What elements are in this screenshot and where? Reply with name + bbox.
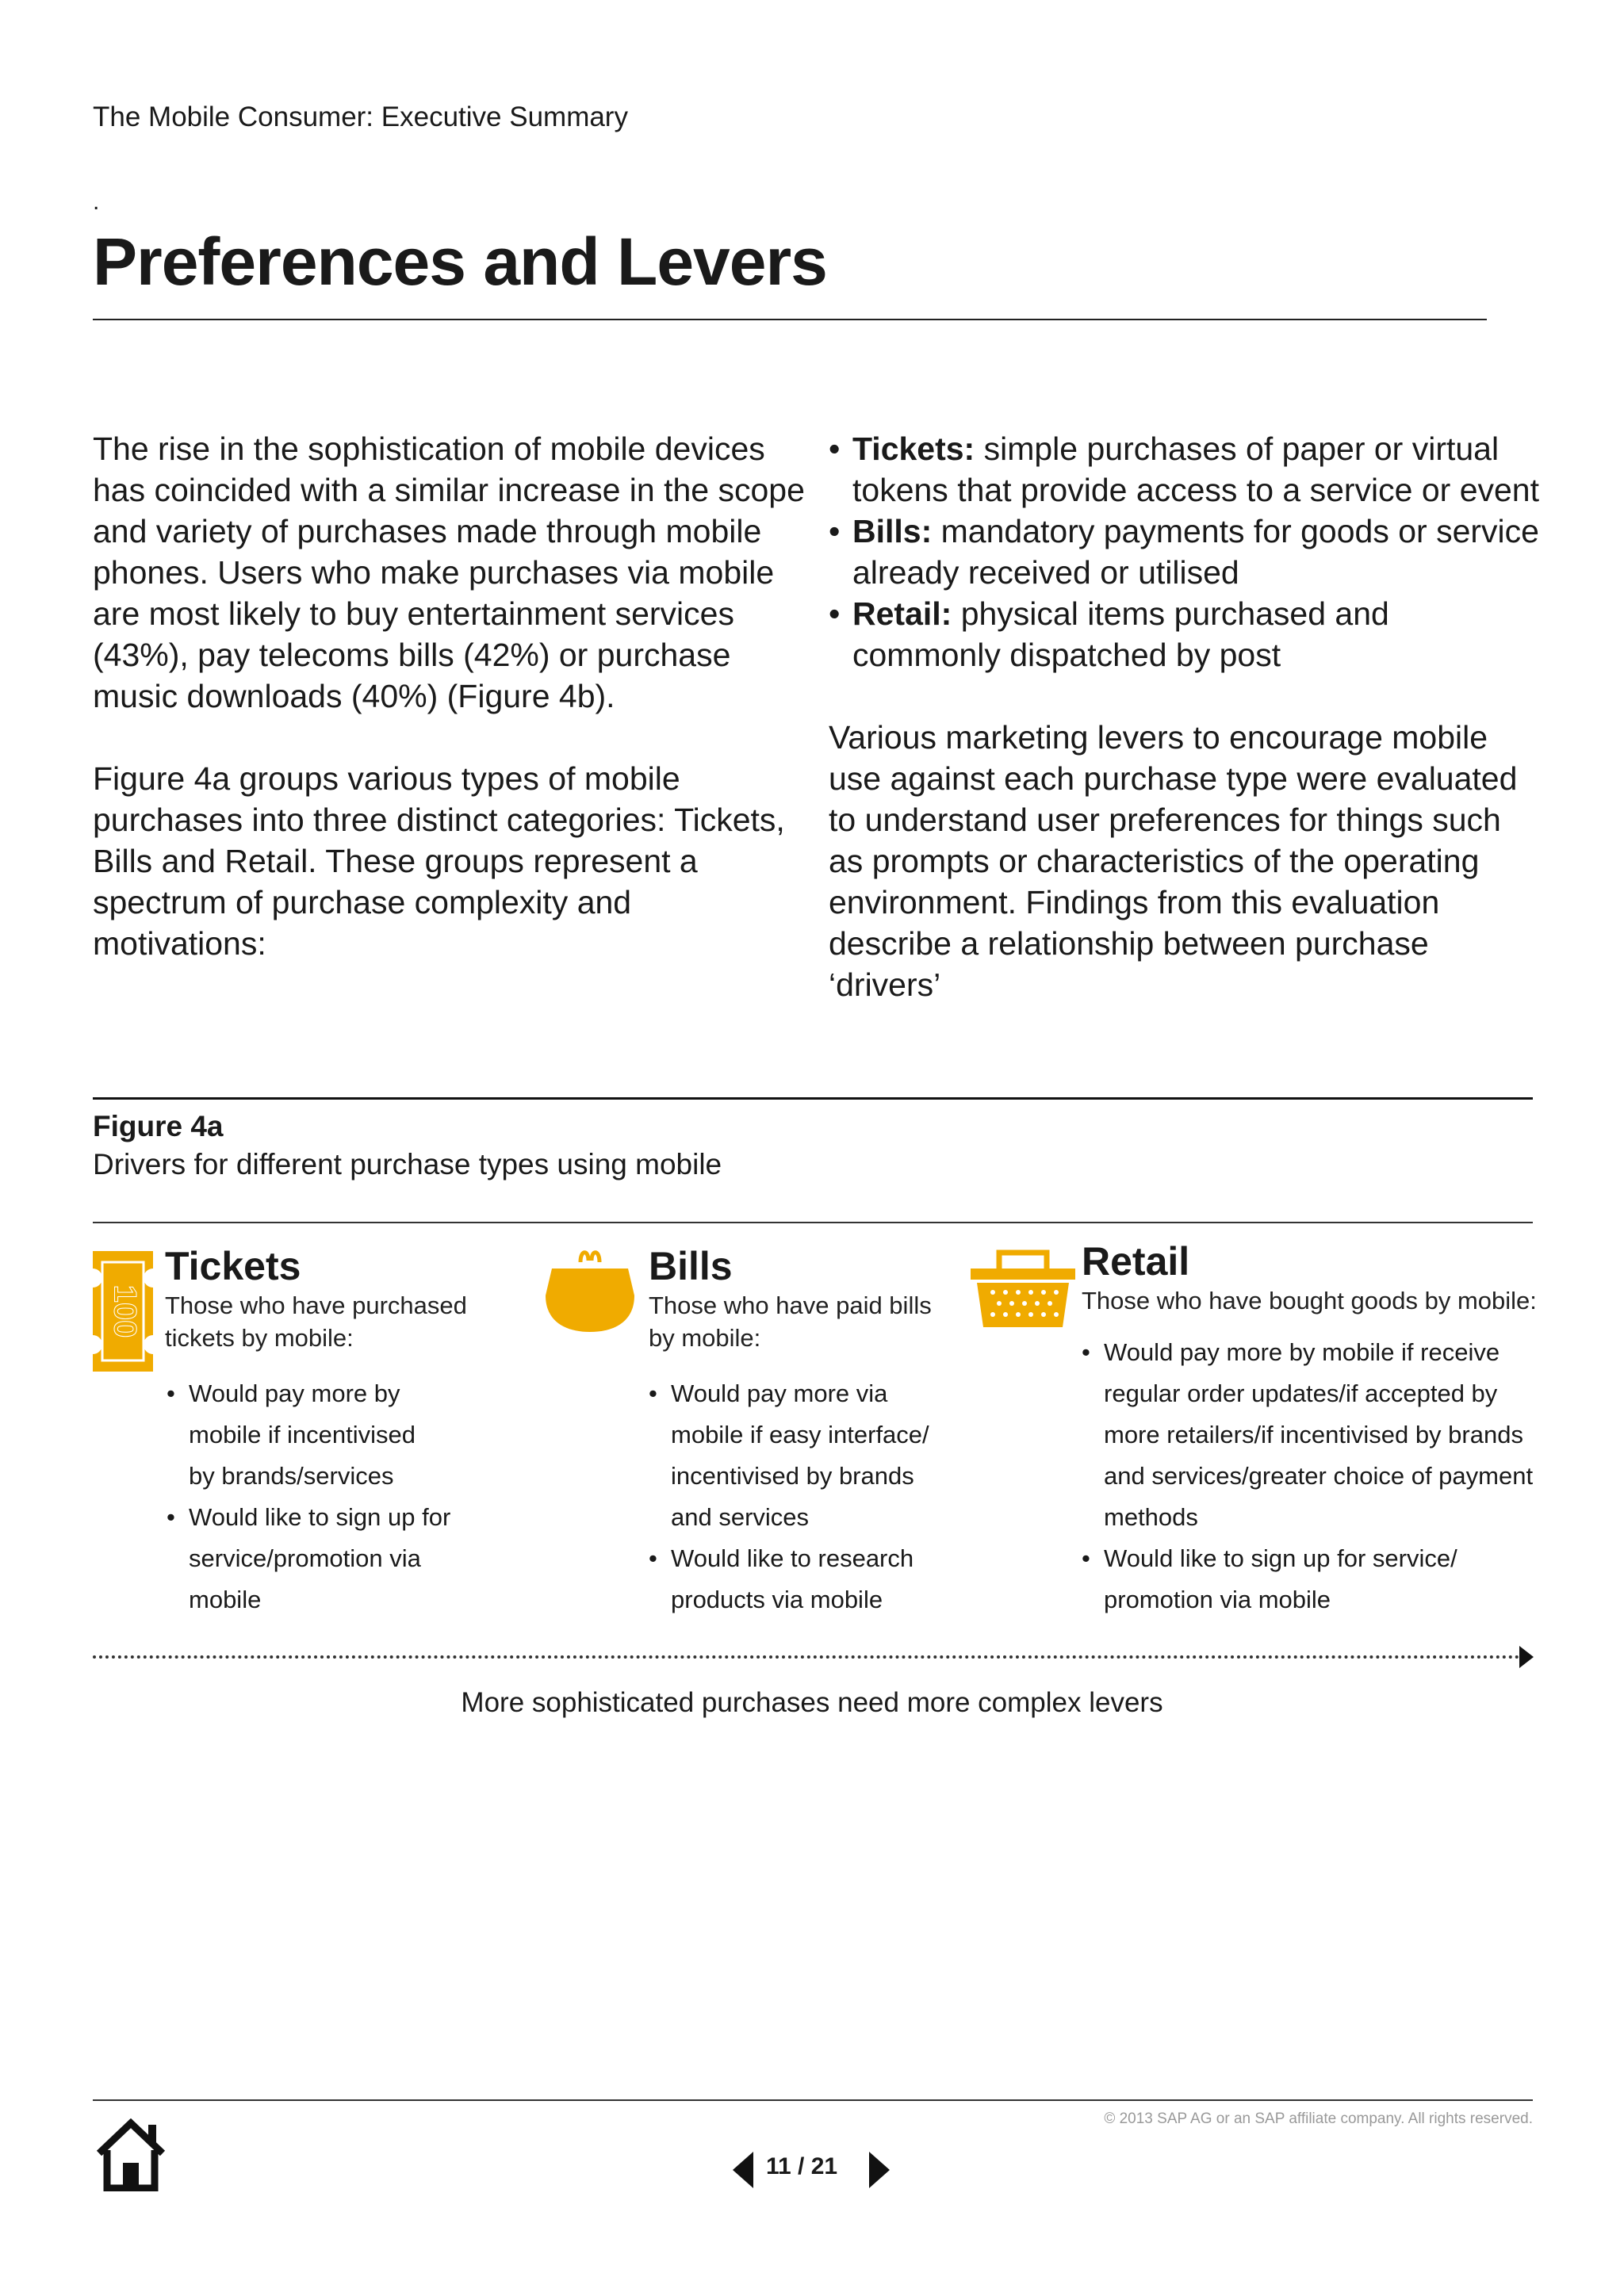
point-line: • Would like to research <box>671 1544 914 1572</box>
point-line: and services/greater choice of payment <box>1104 1462 1534 1490</box>
left-paragraph-2: Figure 4a groups various types of mobile purchases into three distinct categories: Tickets, Bills and Retail. These groups represent a spectrum of purchase complexity and motivations: <box>93 760 785 962</box>
purchase-type-list <box>829 428 1542 675</box>
point-line: incentivised by brands <box>671 1462 914 1490</box>
category-subtitle-retail <box>1082 1284 1537 1317</box>
right-paragraph-1: Various marketing levers to encourage mobile use against each purchase type were evaluated to understand user preferences for things such as prompts or characteristics of the operating environment. Findings from this evaluation describe a relationship between purchase ‘drivers’ <box>829 719 1518 1003</box>
point-line: • Would like to sign up for <box>189 1503 451 1531</box>
page-title: Preferences and Levers <box>93 224 827 299</box>
bullet-text: physical items purchased and commonly dispatched by post <box>852 595 1389 673</box>
bills-points <box>649 1373 1013 1621</box>
point-line: more retailers/if incentivised by brands <box>1104 1421 1523 1448</box>
list-item <box>829 428 1542 511</box>
sophistication-arrow-line <box>93 1655 1520 1659</box>
subtitle-line: Those who have paid bills <box>649 1292 932 1319</box>
point-line: • Would pay more via <box>671 1380 888 1407</box>
list-item <box>829 593 1542 675</box>
header-dot: . <box>93 189 100 215</box>
arrow-caption: More sophisticated purchases need more complex levers <box>461 1687 1163 1718</box>
point-line: mobile <box>189 1586 262 1613</box>
subtitle-line: by mobile: <box>649 1324 761 1352</box>
home-icon[interactable] <box>93 2118 169 2195</box>
point-line: promotion via mobile <box>1104 1586 1331 1613</box>
list-item <box>167 1497 515 1621</box>
list-item <box>649 1538 1013 1621</box>
category-title-tickets: Tickets <box>165 1244 301 1288</box>
figure-top-rule <box>93 1097 1533 1100</box>
point-line: methods <box>1104 1503 1198 1531</box>
list-item <box>1082 1332 1534 1538</box>
figure-header-rule <box>93 1222 1533 1223</box>
bullet-term: Bills: <box>852 513 933 549</box>
point-line: service/promotion via <box>189 1544 421 1572</box>
arrow-head-icon <box>1519 1646 1534 1668</box>
bullet-term: Tickets: <box>852 430 975 467</box>
category-title-bills: Bills <box>649 1244 733 1288</box>
prev-page-icon[interactable] <box>731 2150 755 2194</box>
right-column <box>829 428 1542 1047</box>
footer-divider <box>93 2099 1533 2101</box>
tickets-points <box>167 1373 515 1621</box>
bullet-term: Retail: <box>852 595 952 632</box>
left-paragraph-1: The rise in the sophistication of mobile devices has coincided with a similar increase in the scope and variety of purchases made through mobile phones. Users who make purchases via mobile are most likely to buy entertainment services (43%), pay telecoms bills (42%) or purchase music downloads (40%) (Figure 4b). <box>93 430 805 714</box>
next-page-icon[interactable] <box>868 2150 891 2194</box>
category-subtitle-tickets <box>165 1289 467 1354</box>
category-subtitle-bills <box>649 1289 932 1354</box>
left-column <box>93 428 806 1005</box>
bullet-text: mandatory payments for goods or service already received or utilised <box>852 513 1539 591</box>
point-line: by brands/services <box>189 1462 394 1490</box>
point-line: mobile if incentivised <box>189 1421 416 1448</box>
list-item <box>1082 1538 1534 1621</box>
list-item <box>167 1373 515 1497</box>
point-line: products via mobile <box>671 1586 883 1613</box>
point-line: regular order updates/if accepted by <box>1104 1380 1498 1407</box>
subtitle-line: Those who have purchased <box>165 1292 467 1319</box>
page-indicator: 11 / 21 <box>766 2153 838 2179</box>
point-line: mobile if easy interface/ <box>671 1421 929 1448</box>
figure-caption: Drivers for different purchase types using mobile <box>93 1148 722 1181</box>
subtitle-line: tickets by mobile: <box>165 1324 354 1352</box>
point-line: • Would like to sign up for service/ <box>1104 1544 1457 1572</box>
ticket-icon-text: 100 <box>107 1284 143 1338</box>
bullet-text: simple purchases of paper or virtual tokens that provide access to a service or event <box>852 430 1540 508</box>
category-title-retail: Retail <box>1082 1239 1190 1284</box>
point-line: and services <box>671 1503 810 1531</box>
retail-points <box>1082 1332 1534 1621</box>
figure-label: Figure 4a <box>93 1110 224 1142</box>
running-header: The Mobile Consumer: Executive Summary <box>93 101 628 132</box>
point-line: • Would pay more by mobile if receive <box>1104 1338 1500 1366</box>
purse-icon <box>544 1245 636 1337</box>
ticket-icon <box>93 1251 153 1376</box>
point-line: • Would pay more by <box>189 1380 400 1407</box>
copyright-notice: © 2013 SAP AG or an SAP affiliate company. All rights reserved. <box>1104 2110 1533 2127</box>
title-divider <box>93 319 1487 320</box>
list-item <box>649 1373 1013 1538</box>
subtitle-line: Those who have bought goods by mobile: <box>1082 1287 1537 1314</box>
basket-icon <box>971 1245 1075 1334</box>
list-item <box>829 511 1542 593</box>
